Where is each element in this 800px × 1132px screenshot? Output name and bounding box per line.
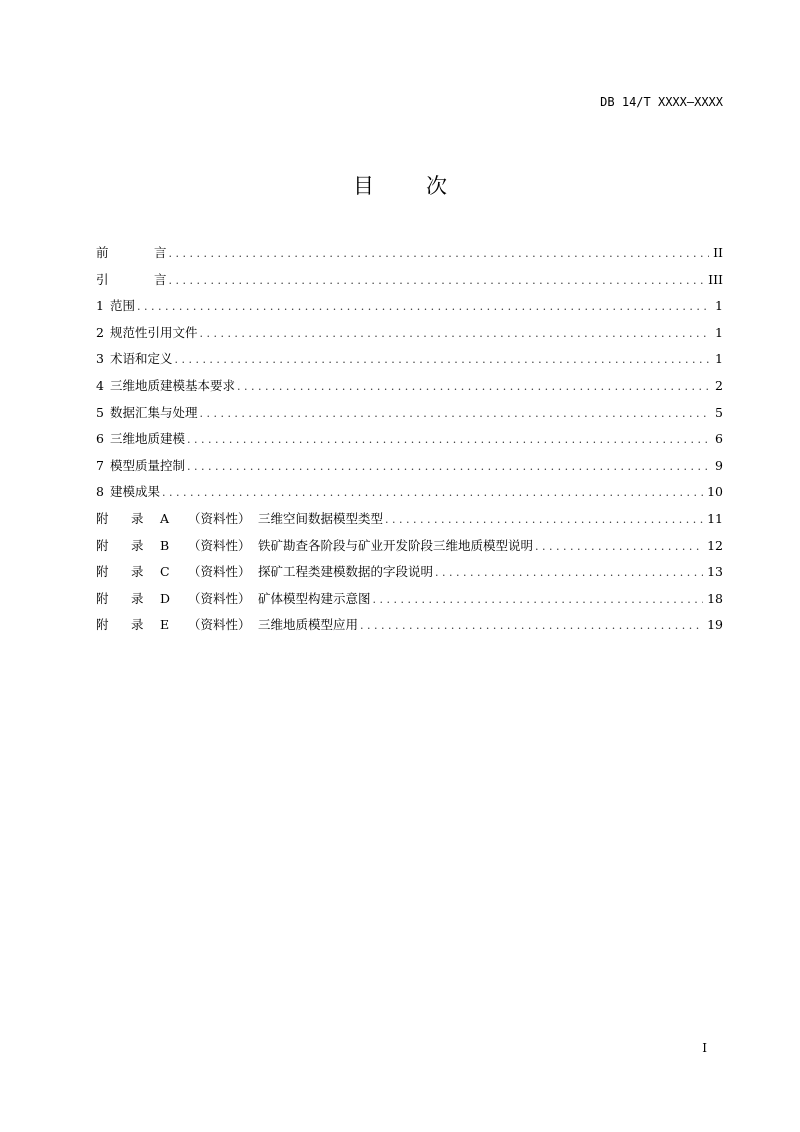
toc-label-last: 言 — [154, 245, 167, 260]
toc-leader-dots — [535, 537, 703, 557]
toc-appendix-word-1: 附 — [96, 590, 109, 606]
table-of-contents — [96, 243, 723, 642]
toc-leader-dots — [385, 510, 703, 530]
toc-entry-section-5[interactable] — [96, 403, 723, 430]
toc-section-title: 三维地质建模基本要求 — [109, 377, 235, 393]
toc-entry-section-8[interactable] — [96, 482, 723, 509]
toc-section-number: 5 — [96, 404, 104, 420]
toc-appendix-word-2: 录 — [131, 617, 144, 633]
toc-leader-dots — [373, 590, 704, 610]
toc-appendix-letter: E — [160, 617, 170, 633]
toc-appendix-type: （资料性） — [188, 564, 251, 580]
toc-appendix-letter: C — [160, 564, 170, 580]
toc-entry-label — [96, 482, 160, 502]
toc-leader-dots — [169, 244, 709, 264]
toc-entry-section-6[interactable] — [96, 429, 723, 456]
page-title — [0, 170, 800, 200]
toc-page-number: 18 — [707, 590, 723, 606]
toc-page-number: 6 — [715, 431, 723, 447]
toc-entry-label — [96, 589, 371, 609]
toc-leader-dots — [199, 324, 709, 344]
toc-appendix-type: （资料性） — [188, 590, 251, 606]
toc-entry-label — [96, 403, 197, 423]
toc-appendix-title: 三维地质模型应用 — [258, 617, 359, 633]
toc-section-number: 4 — [96, 377, 104, 393]
toc-section-number: 1 — [96, 298, 104, 314]
toc-page-number: 1 — [715, 298, 723, 314]
toc-label-first: 前 — [96, 245, 109, 260]
toc-page-number: 1 — [715, 351, 723, 367]
toc-entry-label — [96, 323, 197, 343]
toc-entry-appendix-b[interactable] — [96, 536, 723, 563]
toc-entry-label — [96, 429, 185, 449]
toc-appendix-type: （资料性） — [188, 510, 251, 526]
toc-leader-dots — [435, 563, 703, 583]
toc-entry-section-2[interactable] — [96, 323, 723, 350]
toc-appendix-word-1: 附 — [96, 510, 109, 526]
toc-entry-label — [96, 509, 383, 529]
toc-appendix-type: （资料性） — [188, 617, 251, 633]
toc-section-number: 2 — [96, 324, 104, 340]
toc-label-last: 言 — [154, 271, 167, 287]
toc-leader-dots — [360, 616, 703, 636]
toc-appendix-word-1: 附 — [96, 537, 109, 553]
toc-section-number: 8 — [96, 484, 104, 500]
toc-appendix-title: 三维空间数据模型类型 — [258, 510, 384, 526]
toc-section-title: 规范性引用文件 — [109, 324, 198, 340]
toc-leader-dots — [162, 483, 703, 503]
toc-appendix-word-1: 附 — [96, 617, 109, 633]
toc-page-number: 13 — [707, 564, 723, 580]
toc-appendix-letter: B — [160, 537, 170, 553]
toc-appendix-word-2: 录 — [131, 537, 144, 553]
toc-label-first: 引 — [96, 271, 109, 287]
toc-appendix-word-2: 录 — [131, 590, 144, 606]
toc-appendix-word-2: 录 — [131, 564, 144, 580]
toc-entry-label — [96, 243, 167, 263]
toc-section-number: 7 — [96, 457, 104, 473]
toc-page-number: 5 — [715, 404, 723, 420]
toc-entry-foreword[interactable] — [96, 243, 723, 270]
toc-appendix-letter: D — [160, 590, 171, 606]
toc-section-title: 数据汇集与处理 — [109, 404, 198, 420]
toc-leader-dots — [137, 297, 709, 317]
toc-entry-section-3[interactable] — [96, 349, 723, 376]
toc-section-title: 范围 — [109, 298, 135, 314]
toc-appendix-letter: A — [160, 510, 170, 526]
toc-page-number: 12 — [707, 537, 723, 553]
toc-leader-dots — [237, 377, 709, 397]
toc-entry-label — [96, 615, 358, 635]
toc-entry-section-1[interactable] — [96, 296, 723, 323]
toc-appendix-word-2: 录 — [131, 510, 144, 526]
toc-page-number: III — [708, 271, 723, 287]
footer-page-number: I — [702, 1041, 707, 1055]
toc-leader-dots — [187, 457, 709, 477]
document-code: DB 14/T XXXX—XXXX — [600, 95, 723, 109]
toc-entry-appendix-c[interactable] — [96, 562, 723, 589]
toc-section-number: 3 — [96, 351, 104, 367]
toc-entry-label — [96, 456, 185, 476]
toc-entry-label — [96, 296, 135, 316]
toc-entry-appendix-a[interactable] — [96, 509, 723, 536]
toc-section-title: 模型质量控制 — [109, 457, 185, 473]
toc-page-number: 1 — [715, 324, 723, 340]
toc-page-number: II — [713, 245, 723, 260]
page-title-char-2: 次 — [426, 174, 447, 198]
toc-section-number: 6 — [96, 431, 104, 447]
toc-appendix-title: 铁矿勘查各阶段与矿业开发阶段三维地质模型说明 — [258, 537, 534, 553]
toc-page-number: 10 — [707, 484, 723, 500]
toc-appendix-type: （资料性） — [188, 537, 251, 553]
toc-section-title: 术语和定义 — [109, 351, 173, 367]
toc-page-number: 2 — [715, 377, 723, 393]
toc-section-title: 建模成果 — [109, 484, 160, 500]
toc-leader-dots — [169, 271, 705, 291]
toc-entry-appendix-d[interactable] — [96, 589, 723, 616]
page-title-char-1: 目 — [353, 174, 374, 198]
toc-appendix-title: 矿体模型构建示意图 — [258, 590, 371, 606]
toc-entry-label — [96, 536, 533, 556]
toc-entry-section-7[interactable] — [96, 456, 723, 483]
toc-entry-label — [96, 349, 172, 369]
toc-entry-label — [96, 562, 433, 582]
toc-page-number: 9 — [715, 457, 723, 473]
toc-entry-label — [96, 376, 235, 396]
toc-entry-introduction[interactable] — [96, 270, 723, 297]
toc-section-title: 三维地质建模 — [109, 431, 185, 447]
toc-page-number: 11 — [707, 510, 723, 526]
toc-entry-section-4[interactable] — [96, 376, 723, 403]
toc-leader-dots — [199, 404, 709, 424]
toc-appendix-word-1: 附 — [96, 564, 109, 580]
toc-leader-dots — [174, 350, 709, 370]
toc-entry-label — [96, 270, 167, 290]
toc-entry-appendix-e[interactable] — [96, 615, 723, 642]
toc-leader-dots — [187, 430, 709, 450]
toc-page-number: 19 — [707, 617, 723, 633]
toc-appendix-title: 探矿工程类建模数据的字段说明 — [258, 564, 434, 580]
